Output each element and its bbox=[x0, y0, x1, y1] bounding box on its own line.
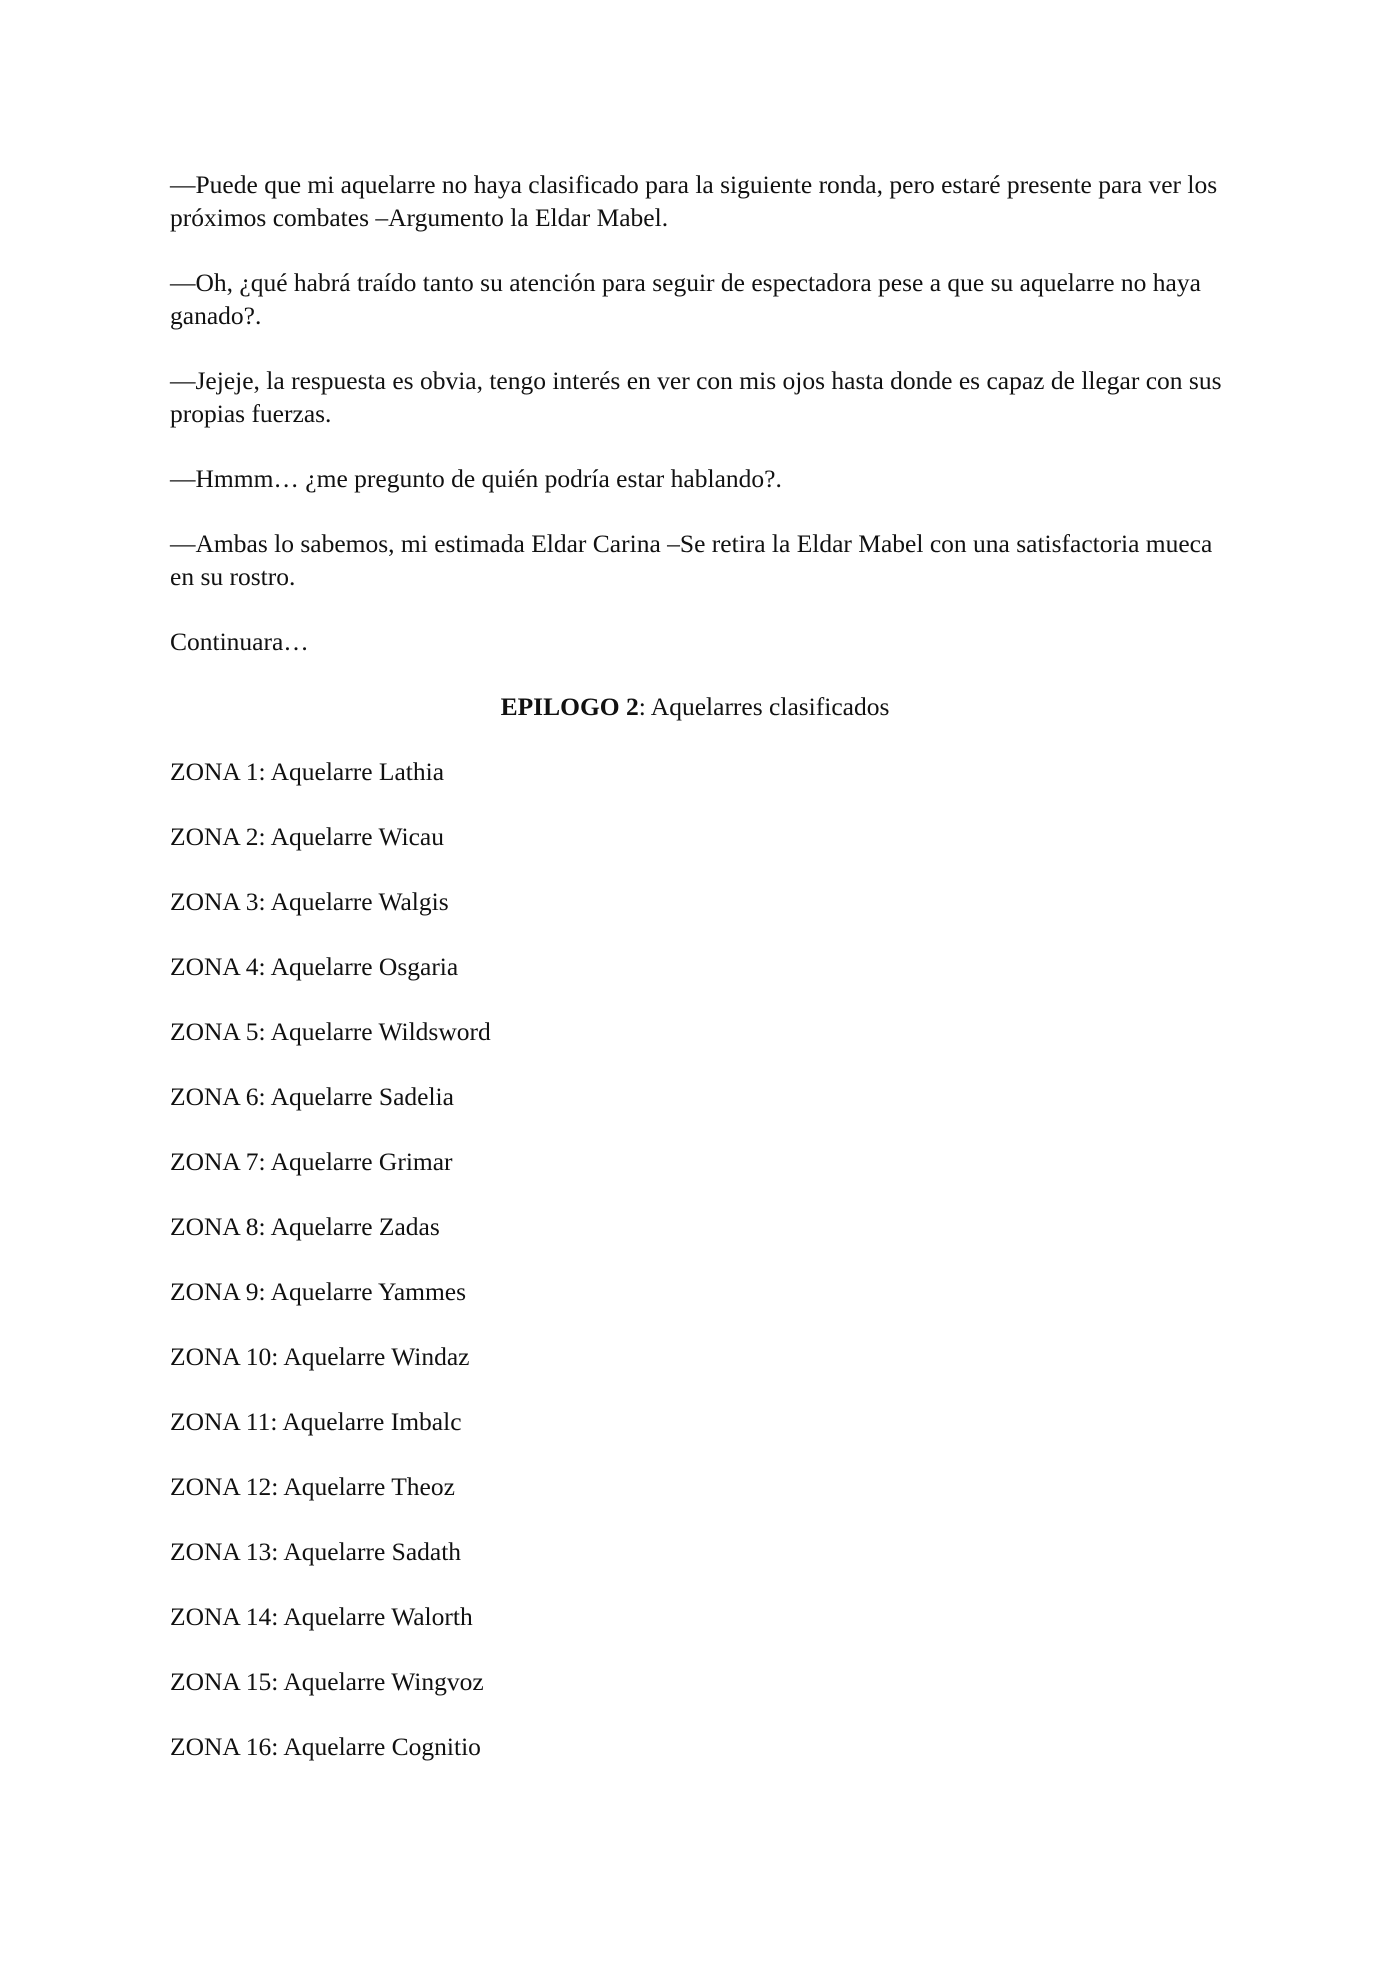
zone-item: ZONA 6: Aquelarre Sadelia bbox=[170, 1082, 454, 1111]
dialogue-paragraph: —Puede que mi aquelarre no haya clasificado para la siguiente ronda, pero estaré presente para ver los próximos combates –Argumento la Eldar Mabel. bbox=[170, 170, 1218, 232]
dialogue-paragraph: —Oh, ¿qué habrá traído tanto su atención para seguir de espectadora pese a que su aquelarre no haya ganado?. bbox=[170, 268, 1201, 330]
zone-item: ZONA 4: Aquelarre Osgaria bbox=[170, 952, 459, 981]
zone-item: ZONA 9: Aquelarre Yammes bbox=[170, 1277, 467, 1306]
zone-item: ZONA 8: Aquelarre Zadas bbox=[170, 1212, 440, 1241]
epilogue-heading bbox=[170, 690, 1230, 723]
zone-item: ZONA 7: Aquelarre Grimar bbox=[170, 1147, 453, 1176]
zone-list bbox=[170, 755, 1230, 1763]
epilogue-title: : Aquelarres clasificados bbox=[638, 692, 890, 721]
zone-item: ZONA 5: Aquelarre Wildsword bbox=[170, 1017, 491, 1046]
zone-item: ZONA 12: Aquelarre Theoz bbox=[170, 1472, 455, 1501]
dialogue-paragraph: —Jejeje, la respuesta es obvia, tengo interés en ver con mis ojos hasta donde es capaz de llegar con sus propias fuerzas. bbox=[170, 366, 1222, 428]
continuation-note: Continuara… bbox=[170, 627, 309, 656]
zone-item: ZONA 14: Aquelarre Walorth bbox=[170, 1602, 473, 1631]
zone-item: ZONA 13: Aquelarre Sadath bbox=[170, 1537, 462, 1566]
epilogue-label: EPILOGO 2 bbox=[500, 692, 639, 721]
zone-item: ZONA 15: Aquelarre Wingvoz bbox=[170, 1667, 484, 1696]
dialogue-paragraph: —Hmmm… ¿me pregunto de quién podría estar hablando?. bbox=[170, 464, 782, 493]
document-page bbox=[170, 168, 1230, 1795]
zone-item: ZONA 11: Aquelarre Imbalc bbox=[170, 1407, 462, 1436]
zone-item: ZONA 3: Aquelarre Walgis bbox=[170, 887, 449, 916]
zone-item: ZONA 16: Aquelarre Cognitio bbox=[170, 1732, 481, 1761]
dialogue-paragraph: —Ambas lo sabemos, mi estimada Eldar Carina –Se retira la Eldar Mabel con una satisfactoria mueca en su rostro. bbox=[170, 529, 1213, 591]
zone-item: ZONA 1: Aquelarre Lathia bbox=[170, 757, 445, 786]
zone-item: ZONA 2: Aquelarre Wicau bbox=[170, 822, 444, 851]
zone-item: ZONA 10: Aquelarre Windaz bbox=[170, 1342, 470, 1371]
